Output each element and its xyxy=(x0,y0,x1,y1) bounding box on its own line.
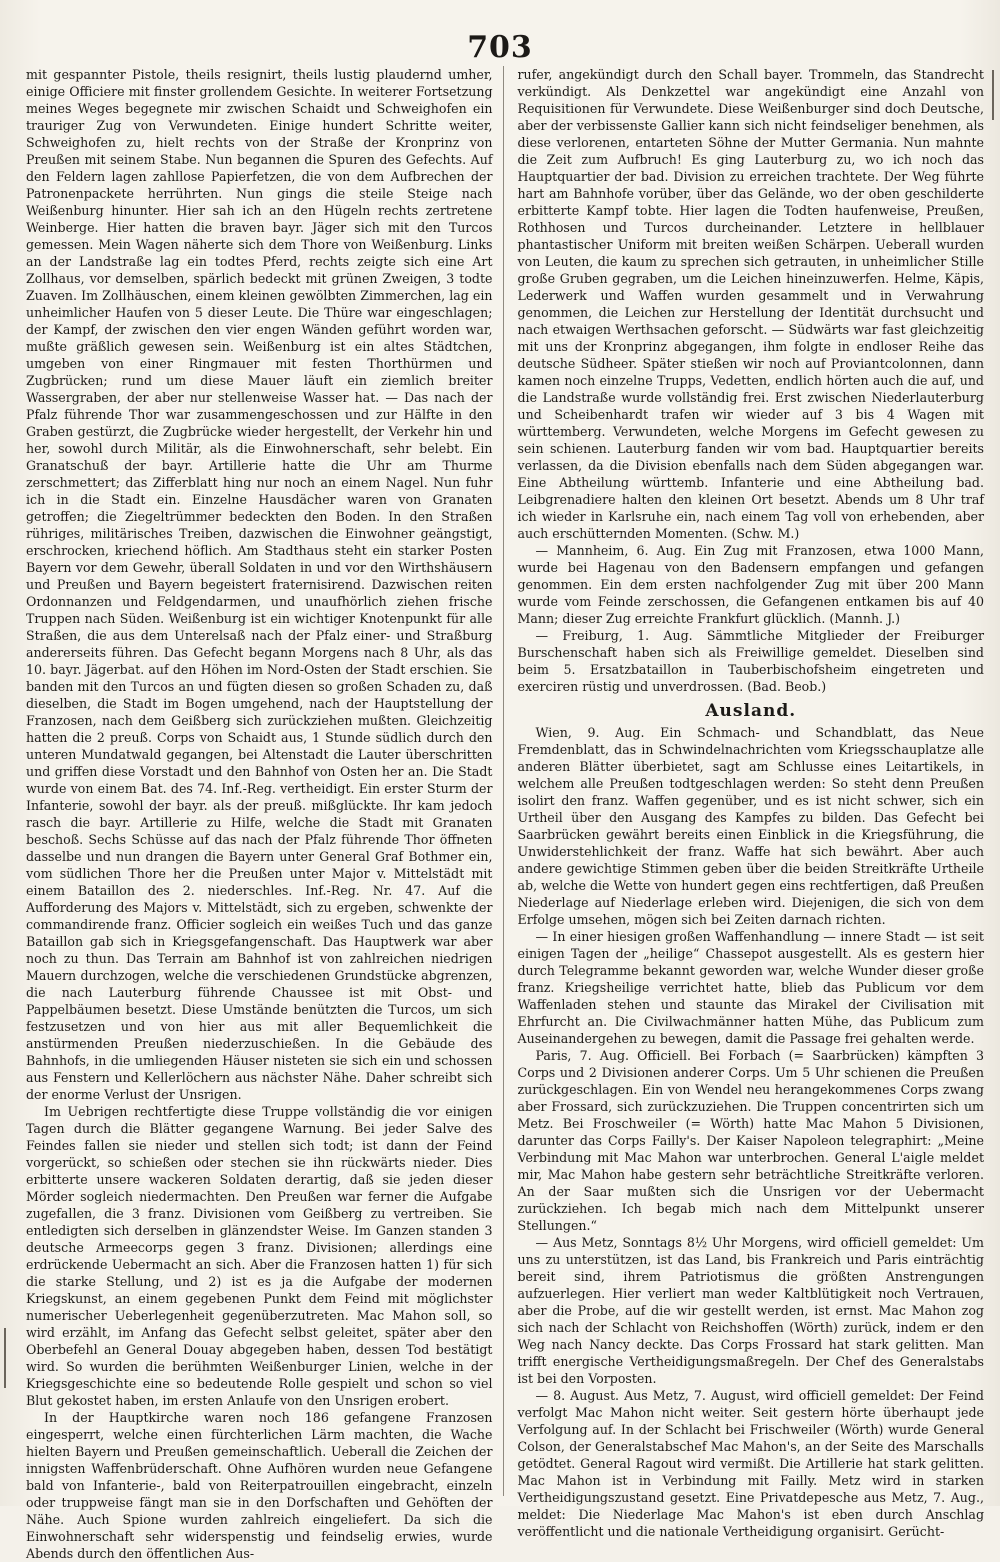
right-column xyxy=(517,66,985,1539)
margin-mark xyxy=(992,70,994,120)
page-number: 703 xyxy=(467,30,533,65)
left-column xyxy=(26,66,504,1561)
article-paragraph: Im Uebrigen rechtfertigte diese Truppe vollständig die vor einigen Tagen durch die Blätter gegangene Warnung. Bei jeder Salve des Feindes fallen sie nieder und stellen sich todt; ist dann der Feind vorgerückt, so schießen oder stechen sie ihn rückwärts nieder. Dies erbitterte unsere wackeren Soldaten derartig, daß sie jeden dieser Mörder sogleich niedermachten. Den Preußen war ferner die Aufgabe zugefallen, die 3 franz. Divisionen vom Geißberg zu vertreiben. Sie entledigten sich derselben in glänzendster Weise. Im Ganzen standen 3 deutsche Armeecorps gegen 3 franz. Divisionen; allerdings eine erdrückende Uebermacht an sich. Aber die Franzosen hatten 1) für sich die starke Stellung, und 2) ist es ja die Aufgabe der modernen Kriegskunst, an einem gegebenen Punkt dem Feind mit möglichster numerischer Ueberlegenheit gegenüberzutreten. Mac Mahon soll, so wird erzählt, im Anfang das Gefecht selbst geleitet, später aber den Oberbefehl an General Douay abgegeben haben, dessen Tod bestätigt wird. So wurden die berühmten Weißenburger Linien, welche in der Kriegsgeschichte eine so bedeutende Rolle gespielt und schon so viel Blut gekostet haben, im ersten Anlaufe von den Unsrigen erobert. xyxy=(26,1104,493,1408)
news-item-mannheim: — Mannheim, 6. Aug. Ein Zug mit Franzosen, etwa 1000 Mann, wurde bei Hagenau von den Badensern empfangen und gefangen genommen. Ein dem ersten nachfolgender Zug mit über 200 Mann wurde vom Feinde zerschossen, die Gefangenen entkamen bis auf 40 Mann; dieser Zug erreichte Frankfurt glücklich. (Mannh. J.) xyxy=(517,543,984,626)
news-item-metz: — Aus Metz, Sonntags 8½ Uhr Morgens, wird officiell gemeldet: Um uns zu unterstützen, ist das Land, bis Frankreich und Paris einträchtig bereit sind, ihrem Patriotismus die größten Anstrengungen aufzuerlegen. Hier verliert man weder Kaltblütigkeit noch Vertrauen, aber die Probe, auf die wir gestellt werden, ist ernst. Mac Mahon zog sich nach der Schlacht von Reichshoffen (Wörth) zurück, indem er den Weg nach Nancy deckte. Das Corps Frossard hat stark gelitten. Man trifft energische Vertheidigungsmaßregeln. Der Chef des Generalstabs ist bei den Vorposten. xyxy=(517,1235,984,1386)
news-item-wien-waffenhandlung: — In einer hiesigen großen Waffenhandlung — innere Stadt — ist seit einigen Tagen der „heilige“ Chassepot ausgestellt. Als es gestern hier durch Telegramme bekannt geworden war, welche Wunder dieser große franz. Kriegsheilige verrichtet hatte, blieb das Publicum vor dem Waffenladen stehen und staunte das Mirakel der Civilisation mit Ehrfurcht an. Die Civilwachmänner hatten Mühe, das Publicum zum Auseinandergehen zu bewegen, damit die Passage frei gehalten werde. xyxy=(517,929,984,1046)
article-paragraph: rufer, angekündigt durch den Schall bayer. Trommeln, das Standrecht verkündigt. Als Denkzettel war angekündigt eine Anzahl von Requisitionen für Verwundete. Diese Weißenburger sind doch Deutsche, aber der verbissenste Gallier kann sich nicht feindseliger benehmen, als diese verlorenen, entarteten Söhne der Mutter Germania. Nun mahnte die Zeit zum Aufbruch! Es ging Lauterburg zu, wo ich noch das Hauptquartier der bad. Division zu erreichen trachtete. Der Weg führte hart am Bahnhofe vorüber, über das Gelände, wo der oben geschilderte erbitterte Kampf tobte. Hier lagen die Todten haufenweise, Preußen, Rothhosen und Turcos durcheinander. Letztere in hellblauer phantastischer Uniform mit breiten weißen Schärpen. Ueberall wurden von Leuten, die kaum zu sprechen sich getrauten, in unheimlicher Stille große Gruben gegraben, um die Leichen hineinzuwerfen. Helme, Käpis, Lederwerk und Waffen wurden gesammelt und in Verwahrung genommen, die Leichen zur Herstellung der Identität durchsucht und nach etwaigen Werthsachen geforscht. — Südwärts war fast gleichzeitig mit uns der Kronprinz abgegangen, ihm folgte in endloser Reihe das deutsche Südheer. Später stießen wir noch auf Proviantcolonnen, dann kamen noch einzelne Trupps, Vedetten, endlich hörten auch die auf, und die Landstraße wurde vollständig frei. Erst zwischen Niederlauterburg und Scheibenhardt trafen wir wieder auf 3 bis 4 Wagen mit württemberg. Verwundeten, welche Morgens im Gefecht gewesen zu sein schienen. Lauterburg fanden wir vom bad. Hauptquartier bereits verlassen, da die Division ebenfalls nach dem Süden abgegangen war. Eine Abtheilung württemb. Infanterie und eine Abtheilung bad. Leibgrenadiere halten den kleinen Ort besetzt. Abends um 8 Uhr traf ich wieder in Karlsruhe ein, nach einem Tag voll von erhebenden, aber auch erschütternden Momenten. (Schw. M.) xyxy=(517,67,984,541)
section-heading: Ausland. xyxy=(705,701,797,721)
news-item-wien: Wien, 9. Aug. Ein Schmach- und Schandblatt, das Neue Fremdenblatt, das in Schwindelnachrichten vom Kriegsschauplatze alle anderen Blätter überbietet, sagt am Schlusse eines Leitartikels, in welchem alle Preußen todtgeschlagen werden: So steht denn Preußen isolirt den franz. Waffen gegenüber, und es ist nicht schwer, sich ein Urtheil über den Ausgang des Kampfes zu bilden. Das Gefecht bei Saarbrücken gewährt bereits einen Einblick in die Kriegsführung, die Unwiderstehlichkeit der franz. Waffe hat sich bewährt. Aber auch andere gewichtige Stimmen geben über die beiden Streitkräfte Urtheile ab, welche die Wette von hundert gegen eins rechtfertigen, daß Preußen Niederlage auf Niederlage erleben wird. Diejenigen, die sich von dem Erfolge umsehen, mögen sich bei Zeiten darnach richten. xyxy=(517,725,984,927)
news-item-freiburg: — Freiburg, 1. Aug. Sämmtliche Mitglieder der Freiburger Burschenschaft haben sich als Freiwillige gemeldet. Dieselben sind beim 5. Ersatzbataillon in Tauberbischofsheim eingetreten und exerciren rüstig und unverdrossen. (Bad. Beob.) xyxy=(517,628,984,694)
text-columns xyxy=(26,66,984,1561)
article-paragraph: In der Hauptkirche waren noch 186 gefangene Franzosen eingesperrt, welche einen fürchterlichen Lärm machten, die Wache hielten Bayern und Preußen gemeinschaftlich. Ueberall die Zeichen der innigsten Waffenbrüderschaft. Ohne Aufhören wurden neue Gefangene bald von Infanterie-, bald von Reiterpatrouillen eingebracht, einzeln oder truppweise fängt man sie in den Dorfschaften und Gehöften der Nähe. Auch Spione wurden zahlreich eingeliefert. Da sich die Einwohnerschaft sehr widerspenstig und feindselig erwies, wurde Abends durch den öffentlichen Aus- xyxy=(26,1410,493,1561)
news-item-paris: Paris, 7. Aug. Officiell. Bei Forbach (= Saarbrücken) kämpften 3 Corps und 2 Divisionen anderer Corps. Um 5 Uhr schienen die Preußen zurückgeschlagen. Ein von Wendel neu herangekommenes Corps zwang aber Frossard, sich zurückzuziehen. Die Truppen concentrirten sich um Metz. Bei Froschweiler (= Wörth) hatte Mac Mahon 5 Divisionen, darunter das Corps Failly's. Der Kaiser Napoleon telegraphirt: „Meine Verbindung mit Mac Mahon war unterbrochen. General L'aigle meldet mir, Mac Mahon habe gestern sehr beträchtliche Streitkräfte verloren. An der Saar mußten sich die Unsrigen vor der Uebermacht zurückziehen. Ich begab mich nach dem Mittelpunkt unserer Stellungen.“ xyxy=(517,1048,984,1233)
news-item-metz-august-8: — 8. August. Aus Metz, 7. August, wird officiell gemeldet: Der Feind verfolgt Mac Mahon nicht weiter. Seit gestern hörte überhaupt jede Verfolgung auf. In der Schlacht bei Frischweiler (Wörth) wurde General Colson, der Generalstabschef Mac Mahon's, an der Seite des Marschalls getödtet. General Ragout wird vermißt. Die Artillerie hat stark gelitten. Mac Mahon ist in Verbindung mit Failly. Metz wird in starken Vertheidigungszustand gesetzt. Eine Privatdepesche aus Metz, 7. Aug., meldet: Die Niederlage Mac Mahon's ist eben durch Anschlag veröffentlicht und die nationale Vertheidigung organisirt. Gerücht- xyxy=(517,1388,984,1539)
margin-mark xyxy=(4,1328,6,1388)
article-paragraph: mit gespannter Pistole, theils resignirt, theils lustig plaudernd umher, einige Officiere mit finster grollendem Gesichte. In weiterer Fortsetzung meines Weges begegnete mir zwischen Schaidt und Schweighofen ein trauriger Zug von Verwundeten. Einige hundert Schritte weiter, Schweighofen zu, hielt rechts von der Straße der Kronprinz von Preußen mit seinem Stabe. Nun begannen die Spuren des Gefechts. Auf den Feldern lagen zahllose Papierfetzen, die von dem Aufbrechen der Patronenpackete herrührten. Nun gings die steile Steige nach Weißenburg hinunter. Hier sah ich an den Hügeln rechts zertretene Weinberge. Hier hatten die braven bayr. Jäger sich mit den Turcos gemessen. Mein Wagen näherte sich dem Thore von Weißenburg. Links an der Landstraße lag ein todtes Pferd, rechts zeigte sich eine Art Zollhaus, vor demselben, spärlich bedeckt mit grünen Zweigen, 3 todte Zuaven. Im Zollhäuschen, einem kleinen gewölbten Zimmerchen, lag ein unheimlicher Haufen von 5 dieser Leute. Die Thüre war eingeschlagen; der Kampf, der zwischen den vier engen Wänden geführt worden war, mußte gräßlich gewesen sein. Weißenburg ist ein altes Städtchen, umgeben von einer Ringmauer mit festen Thorthürmen und Zugbrücken; rund um diese Mauer läuft ein ziemlich breiter Wassergraben, der aber nur stellenweise Wasser hat. — Das nach der Pfalz führende Thor war zusammengeschossen und zur Hälfte in den Graben gestürzt, die Zugbrücke wieder hergestellt, der Verkehr hin und her, sowohl durch Militär, als die Einwohnerschaft, sehr belebt. Ein Granatschuß der bayr. Artillerie hatte die Uhr am Thurme zerschmettert; das Zifferblatt hing nur noch an einem Nagel. Nun fuhr ich in die Stadt ein. Einzelne Hausdächer waren von Granaten getroffen; die Ziegeltrümmer bedeckten den Boden. In den Straßen rühriges, militärisches Treiben, dazwischen die Einwohner geängstigt, erschrocken, kriechend höflich. Am Stadthaus steht ein starker Posten Bayern vor dem Gewehr, überall Soldaten in und vor den Wirthshäusern und Preußen und Bayern begeistert fraternisirend. Dazwischen reiten Ordonnanzen und Feldgendarmen, und unaufhörlich ziehen frische Truppen nach Süden. Weißenburg ist ein wichtiger Knotenpunkt für alle Straßen, die aus dem Unterelsaß nach der Pfalz einer- und Straßburg andererseits führen. Das Gefecht begann Morgens nach 8 Uhr, als das 10. bayr. Jägerbat. auf den Höhen im Nord-Osten der Stadt erschien. Sie banden mit den Turcos an und fügten diesen so großen Schaden zu, daß dieselben, die Stadt im Bogen umgehend, nach der Hauptstellung der Franzosen, nach dem Geißberg sich zurückziehen mußten. Gleichzeitig hatten die 2 preuß. Corps von Schaidt aus, 1 Stunde südlich durch den unteren Mundatwald gegangen, bei Altenstadt die Lauter überschritten und griffen diese Vorstadt und den Bahnhof von Osten her an. Die Stadt wurde von einem Bat. des 74. Inf.-Reg. vertheidigt. Ein erster Sturm der Infanterie, sowohl der bayr. als der preuß. mißglückte. Ihr kam jedoch rasch die bayr. Artillerie zu Hilfe, welche die Stadt mit Granaten beschoß. Sechs Schüsse auf das nach der Pfalz führende Thor öffneten dasselbe und nun drangen die Bayern unter General Graf Bothmer ein, vom südlichen Thore her die Preußen unter Major v. Mittelstädt mit einem Bataillon des 2. niederschles. Inf.-Reg. Nr. 47. Auf die Aufforderung des Majors v. Mittelstädt, sich zu ergeben, schwenkte der commandirende franz. Officier sogleich ein weißes Tuch und das ganze Bataillon gab sich in Kriegsgefangenschaft. Das Hauptwerk war aber noch zu thun. Das Terrain am Bahnhof ist von zahlreichen niedrigen Mauern durchzogen, welche die verschiedenen Grundstücke abgrenzen, die nach Lauterburg führende Chaussee ist mit Obst- und Pappelbäumen besetzt. Diese Umstände benützten die Turcos, um sich festzusetzen und von hier aus mit aller Bequemlichkeit die anstürmenden Preußen niederzuschießen. In die Gebäude des Bahnhofs, in die umliegenden Häuser nisteten sie sich ein und schossen aus Fenstern und Kellerlöchern aus nächster Nähe. Daher schreibt sich der enorme Verlust der Unsrigen. xyxy=(26,67,493,1102)
